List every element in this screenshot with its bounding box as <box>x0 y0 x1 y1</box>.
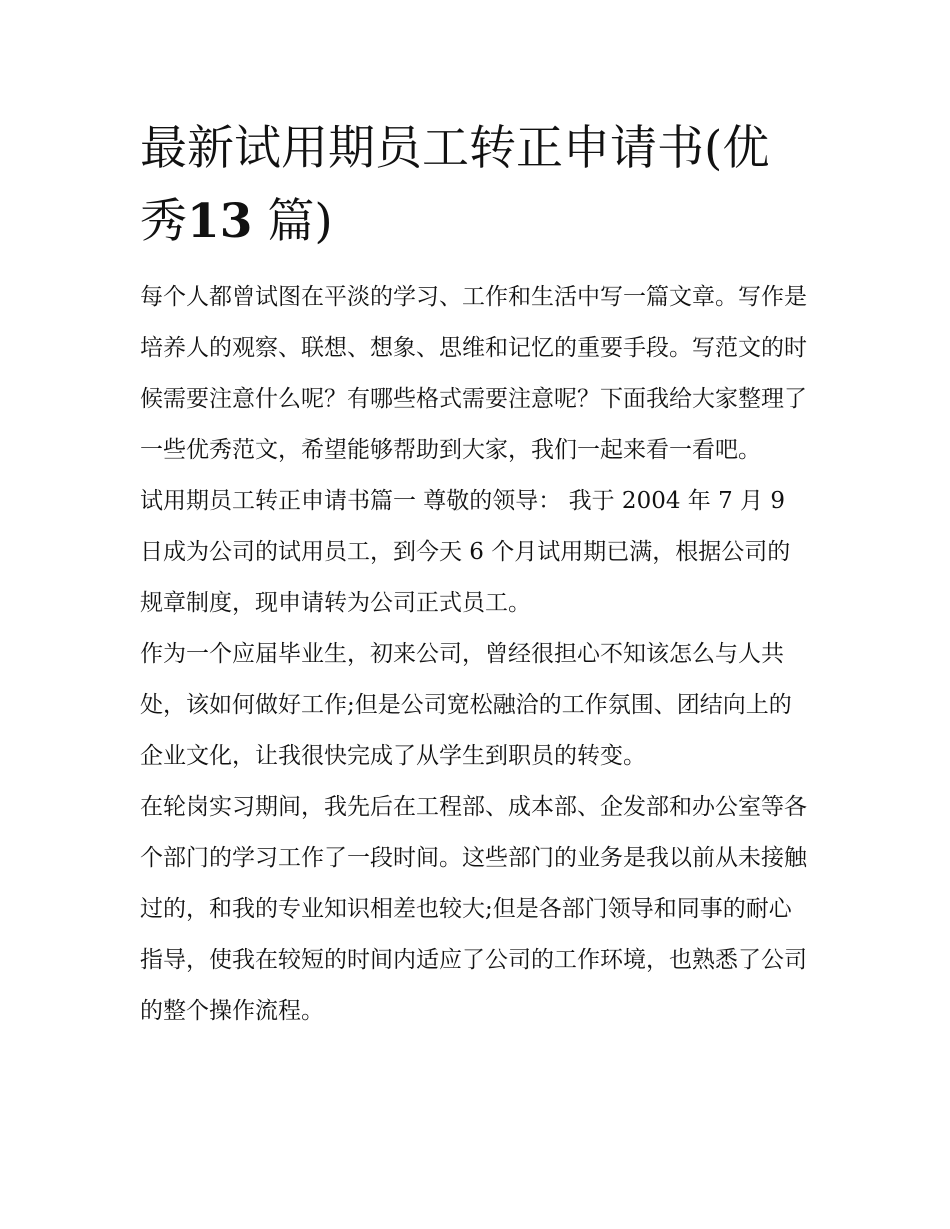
paragraph-application: 试用期员工转正申请书篇一 尊敬的领导： 我于 2004 年 7 月 9 日成为公司的试用员工，到今天 6 个月试用期已满，根据公司的规章制度，现申请转为公司正式员工。 <box>140 488 791 616</box>
paragraph-rotation: 在轮岗实习期间，我先后在工程部、成本部、企发部和办公室等各个部门的学习工作了一段时间。这些部门的业务是我以前从未接触过的，和我的专业知识相差也较大;但是各部门领导和同事的耐心指导，使我在较短的时间内适应了公司的工作环境，也熟悉了公司的整个操作流程。 <box>140 794 807 1024</box>
paragraph-intro: 每个人都曾试图在平淡的学习、工作和生活中写一篇文章。写作是培养人的观察、联想、想象、思维和记忆的重要手段。写范文的时候需要注意什么呢？有哪些格式需要注意呢？下面我给大家整理了一些优秀范文，希望能够帮助到大家，我们一起来看一看吧。 <box>140 284 807 463</box>
title-number: 13 <box>187 194 253 249</box>
title-text-part2: 篇) <box>267 194 333 249</box>
paragraph-graduate: 作为一个应届毕业生，初来公司，曾经很担心不知该怎么与人共处，该如何做好工作;但是公司宽松融洽的工作氛围、团结向上的企业文化，让我很快完成了从学生到职员的转变。 <box>140 641 792 769</box>
title-text-part1: 最新试用期员工转正申请书(优秀 <box>140 121 770 249</box>
document-title <box>140 112 812 258</box>
document-content <box>140 112 812 1037</box>
